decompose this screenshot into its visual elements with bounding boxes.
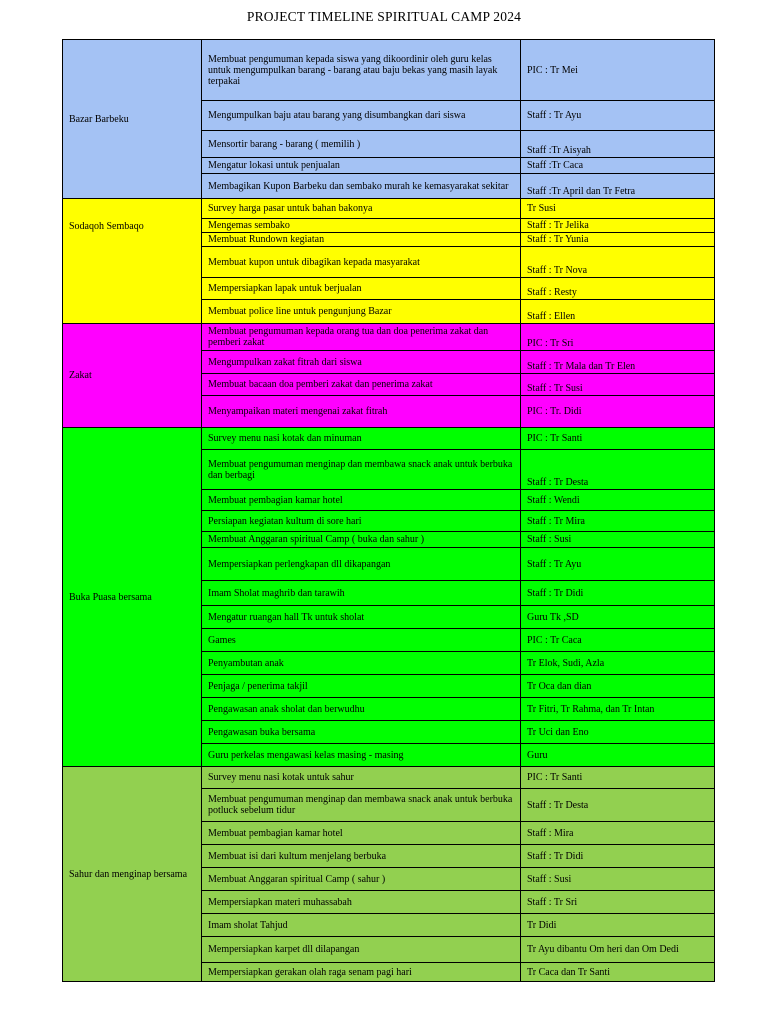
table-row xyxy=(63,40,715,101)
pic-cell: PIC : Tr. Didi xyxy=(521,396,715,428)
task-cell: Guru perkelas mengawasi kelas masing - masing xyxy=(202,744,521,767)
pic-cell: Guru Tk ,SD xyxy=(521,606,715,629)
task-cell: Penjaga / penerima takjil xyxy=(202,675,521,698)
pic-cell: PIC : Tr Santi xyxy=(521,428,715,450)
task-cell: Imam sholat Tahjud xyxy=(202,914,521,937)
section-zakat: Zakat xyxy=(63,324,202,428)
pic-cell: Tr Oca dan dian xyxy=(521,675,715,698)
pic-cell: PIC : Tr Mei xyxy=(521,40,715,101)
pic-cell: Guru xyxy=(521,744,715,767)
task-cell: Mengatur ruangan hall Tk untuk sholat xyxy=(202,606,521,629)
task-cell: Mempersiapkan gerakan olah raga senam pagi hari xyxy=(202,963,521,982)
pic-cell: Staff : Mira xyxy=(521,822,715,845)
pic-cell: Staff : Tr Yunia xyxy=(521,233,715,247)
pic-cell: Staff : Resty xyxy=(521,278,715,300)
task-cell: Membuat pengumuman menginap dan membawa snack anak untuk berbuka dan berbagi xyxy=(202,450,521,490)
pic-cell: Staff :Tr April dan Tr Fetra xyxy=(521,174,715,199)
task-cell: Membuat Rundown kegiatan xyxy=(202,233,521,247)
task-cell: Membuat pembagian kamar hotel xyxy=(202,822,521,845)
task-cell: Membuat bacaan doa pemberi zakat dan penerima zakat xyxy=(202,374,521,396)
section-buka-puasa-bersama: Buka Puasa bersama xyxy=(63,428,202,767)
task-cell: Membuat Anggaran spiritual Camp ( sahur ) xyxy=(202,868,521,891)
pic-cell: Staff : Susi xyxy=(521,868,715,891)
pic-cell: Staff : Tr Mira xyxy=(521,511,715,532)
pic-cell: Staff : Wendi xyxy=(521,490,715,511)
pic-cell: Tr Uci dan Eno xyxy=(521,721,715,744)
section-sodaqoh-sembaqo: Sodaqoh Sembaqo xyxy=(63,199,202,324)
task-cell: Membuat isi dari kultum menjelang berbuka xyxy=(202,845,521,868)
task-cell: Survey harga pasar untuk bahan bakonya xyxy=(202,199,521,219)
task-cell: Menyampaikan materi mengenai zakat fitrah xyxy=(202,396,521,428)
table-row xyxy=(63,428,715,450)
pic-cell: Staff : Tr Nova xyxy=(521,247,715,278)
task-cell: Membuat kupon untuk dibagikan kepada masyarakat xyxy=(202,247,521,278)
task-cell: Pengawasan buka bersama xyxy=(202,721,521,744)
pic-cell: Staff : Tr Desta xyxy=(521,789,715,822)
task-cell: Membuat pengumuman kepada orang tua dan doa penerima zakat dan pemberi zakat xyxy=(202,324,521,351)
task-cell: Games xyxy=(202,629,521,652)
task-cell: Survey menu nasi kotak untuk sahur xyxy=(202,767,521,789)
pic-cell: Tr Susi xyxy=(521,199,715,219)
task-cell: Mempersiapkan lapak untuk berjualan xyxy=(202,278,521,300)
pic-cell: Tr Didi xyxy=(521,914,715,937)
task-cell: Survey menu nasi kotak dan minuman xyxy=(202,428,521,450)
table-row xyxy=(63,767,715,789)
task-cell: Membuat Anggaran spiritual Camp ( buka dan sahur ) xyxy=(202,532,521,548)
pic-cell: Tr Fitri, Tr Rahma, dan Tr Intan xyxy=(521,698,715,721)
page-title: PROJECT TIMELINE SPIRITUAL CAMP 2024 xyxy=(246,9,522,24)
task-cell: Mengumpulkan zakat fitrah dari siswa xyxy=(202,351,521,374)
pic-cell: Tr Ayu dibantu Om heri dan Om Dedi xyxy=(521,937,715,963)
task-cell: Mengumpulkan baju atau barang yang disumbangkan dari siswa xyxy=(202,101,521,131)
task-cell: Membuat pembagian kamar hotel xyxy=(202,490,521,511)
table-row xyxy=(63,324,715,351)
section-sahur-dan-menginap: Sahur dan menginap bersama xyxy=(63,767,202,982)
pic-cell: Staff : Tr Jelika xyxy=(521,219,715,233)
task-cell: Mempersiapkan materi muhassabah xyxy=(202,891,521,914)
task-cell: Mensortir barang - barang ( memilih ) xyxy=(202,131,521,158)
pic-cell: Staff : Tr Desta xyxy=(521,450,715,490)
pic-cell: Staff :Tr Aisyah xyxy=(521,131,715,158)
task-cell: Persiapan kegiatan kultum di sore hari xyxy=(202,511,521,532)
task-cell: Mengatur lokasi untuk penjualan xyxy=(202,158,521,174)
pic-cell: Staff : Susi xyxy=(521,532,715,548)
task-cell: Membuat pengumuman menginap dan membawa snack anak untuk berbuka potluck sebelum tidur xyxy=(202,789,521,822)
pic-cell: Staff : Tr Ayu xyxy=(521,548,715,581)
pic-cell: Staff : Tr Mala dan Tr Elen xyxy=(521,351,715,374)
pic-cell: Tr Elok, Sudi, Azla xyxy=(521,652,715,675)
task-cell: Mempersiapkan perlengkapan dll dikapangan xyxy=(202,548,521,581)
task-cell: Mengemas sembako xyxy=(202,219,521,233)
task-cell: Membuat pengumuman kepada siswa yang dikoordinir oleh guru kelas untuk mengumpulkan barang - barang atau baju bekas yang masih layak terpakai xyxy=(202,40,521,101)
pic-cell: Staff : Tr Didi xyxy=(521,845,715,868)
table-row xyxy=(63,199,715,219)
section-bazar-barbeku: Bazar Barbeku xyxy=(63,40,202,199)
pic-cell: Staff :Tr Caca xyxy=(521,158,715,174)
pic-cell: Staff : Tr Sri xyxy=(521,891,715,914)
timeline-table xyxy=(62,39,715,982)
pic-cell: PIC : Tr Santi xyxy=(521,767,715,789)
task-cell: Membagikan Kupon Barbeku dan sembako murah ke kemasyarakat sekitar xyxy=(202,174,521,199)
pic-cell: Staff : Tr Ayu xyxy=(521,101,715,131)
task-cell: Penyambutan anak xyxy=(202,652,521,675)
task-cell: Membuat police line untuk pengunjung Bazar xyxy=(202,300,521,324)
pic-cell: PIC : Tr Caca xyxy=(521,629,715,652)
pic-cell: Tr Caca dan Tr Santi xyxy=(521,963,715,982)
pic-cell: Staff : Tr Didi xyxy=(521,581,715,606)
pic-cell: Staff : Ellen xyxy=(521,300,715,324)
task-cell: Pengawasan anak sholat dan berwudhu xyxy=(202,698,521,721)
task-cell: Mempersiapkan karpet dll dilapangan xyxy=(202,937,521,963)
pic-cell: PIC : Tr Sri xyxy=(521,324,715,351)
task-cell: Imam Sholat maghrib dan tarawih xyxy=(202,581,521,606)
pic-cell: Staff : Tr Susi xyxy=(521,374,715,396)
